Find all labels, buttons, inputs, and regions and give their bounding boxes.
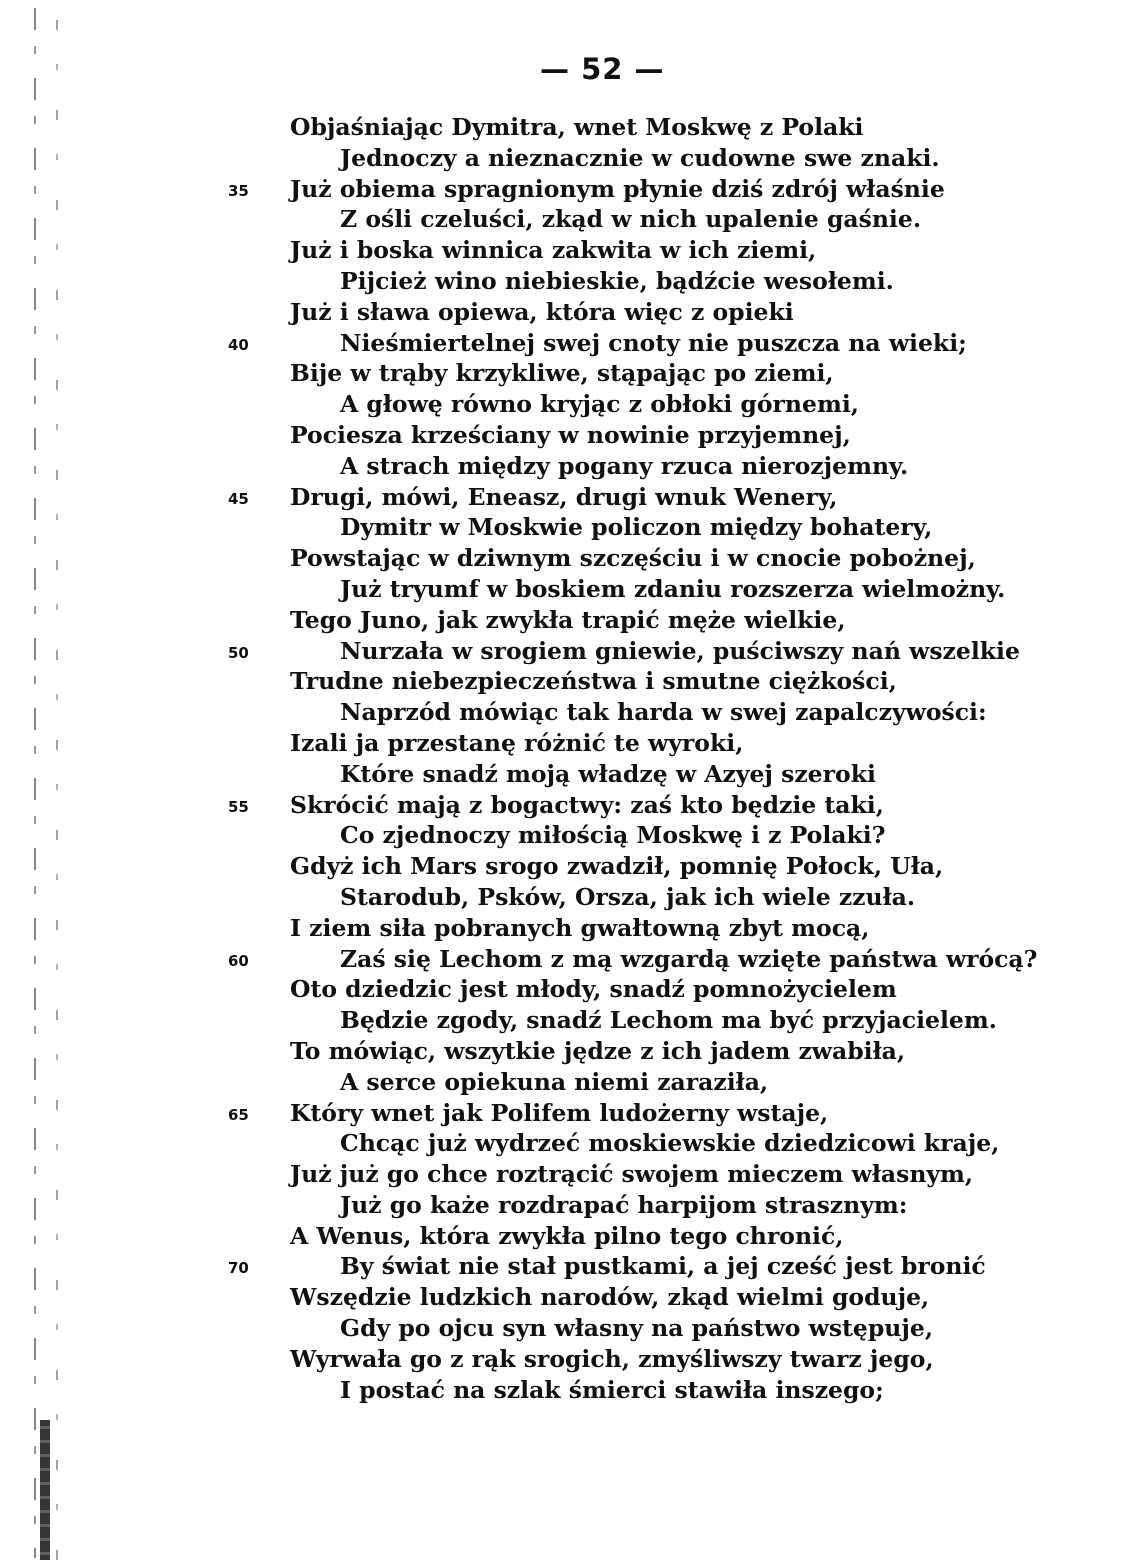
verse-line: [0, 1067, 1140, 1098]
verse-text: Już i sława opiewa, która więc z opieki: [290, 297, 794, 326]
verse-text: Wszędzie ludzkich narodów, zkąd wielmi goduje,: [290, 1283, 930, 1312]
verse-line: [0, 1344, 1140, 1375]
verse-text: Nieśmiertelnej swej cnoty nie puszcza na wieki;: [340, 328, 967, 357]
verse-line: [0, 235, 1140, 266]
verse-line: [0, 882, 1140, 913]
verse-line: [0, 1221, 1140, 1252]
verse-text: Który wnet jak Polifem ludożerny wstaje,: [290, 1098, 829, 1127]
verse-line: [0, 636, 1140, 667]
verse-text: Drugi, mówi, Eneasz, drugi wnuk Wenery,: [290, 482, 838, 511]
verse-line: [0, 1036, 1140, 1067]
verse-line: [0, 174, 1140, 205]
verse-line: [0, 451, 1140, 482]
line-number: 45: [228, 489, 249, 508]
verse-line: [0, 358, 1140, 389]
verse-text: Już go każe rozdrapać harpijom strasznym:: [340, 1190, 908, 1219]
verse-text: A głowę równo kryjąc z obłoki górnemi,: [340, 390, 859, 419]
line-number: 40: [228, 335, 249, 354]
verse-text: Bije w trąby krzykliwe, stąpając po ziemi,: [290, 359, 834, 388]
binding-gutter-shadow: [40, 1420, 50, 1560]
verse-line: [0, 1282, 1140, 1313]
line-number: 70: [228, 1259, 249, 1278]
verse-line: [0, 944, 1140, 975]
line-number: 35: [228, 181, 249, 200]
line-number: 55: [228, 797, 249, 816]
line-number: 65: [228, 1105, 249, 1124]
verse-line: [0, 482, 1140, 513]
verse-line: [0, 913, 1140, 944]
verse-text: Skrócić mają z bogactwy: zaś kto będzie taki,: [290, 790, 884, 819]
verse-line: [0, 1005, 1140, 1036]
verse-line: [0, 1159, 1140, 1190]
verse-text: Tego Juno, jak zwykła trapić męże wielkie,: [290, 605, 846, 634]
verse-line: [0, 328, 1140, 359]
verse-text: Pijcież wino niebieskie, bądźcie wesołemi.: [340, 266, 894, 295]
page-number: — 52 —: [540, 52, 665, 86]
verse-line: [0, 728, 1140, 759]
verse-text: Już już go chce roztrącić swojem mieczem własnym,: [290, 1160, 974, 1189]
verse-text: Pociesza krześciany w nowinie przyjemnej,: [290, 420, 851, 449]
verse-line: [0, 851, 1140, 882]
verse-line: [0, 605, 1140, 636]
verse-line: [0, 1375, 1140, 1406]
verse-line: [0, 112, 1140, 143]
verse-text: Oto dziedzic jest młody, snadź pomnożycielem: [290, 975, 897, 1004]
verse-text: Powstając w dziwnym szczęściu i w cnocie pobożnej,: [290, 544, 976, 573]
verse-line: [0, 574, 1140, 605]
verse-line: [0, 420, 1140, 451]
verse-text: To mówiąc, wszytkie jędze z ich jadem zwabiła,: [290, 1036, 906, 1065]
verse-text: By świat nie stał pustkami, a jej cześć jest bronić: [340, 1252, 986, 1281]
verse-text: I postać na szlak śmierci stawiła inszego;: [340, 1375, 884, 1404]
verse-text: A strach między pogany rzuca nierozjemny.: [340, 451, 909, 480]
verse-line: [0, 1128, 1140, 1159]
verse-text: Już i boska winnica zakwita w ich ziemi,: [290, 236, 817, 265]
verse-text: Które snadź moją władzę w Azyej szeroki: [340, 759, 876, 788]
verse-text: Objaśniając Dymitra, wnet Moskwę z Polaki: [290, 113, 864, 141]
verse-text: Jednoczy a nieznacznie w cudowne swe znaki.: [340, 143, 940, 172]
verse-line: [0, 759, 1140, 790]
verse-text: Starodub, Psków, Orsza, jak ich wiele zzuła.: [340, 882, 916, 911]
verse-text: Już obiema spragnionym płynie dziś zdrój właśnie: [290, 174, 945, 203]
poem-text: [0, 112, 1140, 1405]
verse-text: Zaś się Lechom z mą wzgardą wzięte państwa wrócą?: [340, 944, 1038, 973]
verse-text: Gdy po ojcu syn własny na państwo wstępuje,: [340, 1314, 934, 1343]
verse-line: [0, 820, 1140, 851]
line-number: 50: [228, 643, 249, 662]
verse-line: [0, 1251, 1140, 1282]
verse-line: [0, 790, 1140, 821]
verse-text: Nurzała w srogiem gniewie, puściwszy nań wszelkie: [340, 636, 1020, 665]
verse-text: I ziem siła pobranych gwałtowną zbyt mocą,: [290, 913, 870, 942]
verse-line: [0, 512, 1140, 543]
verse-line: [0, 666, 1140, 697]
verse-text: Co zjednoczy miłością Moskwę i z Polaki?: [340, 821, 886, 850]
verse-line: [0, 1190, 1140, 1221]
verse-line: [0, 204, 1140, 235]
verse-text: Dymitr w Moskwie policzon między bohatery,: [340, 513, 933, 542]
verse-text: A Wenus, która zwykła pilno tego chronić,: [290, 1221, 844, 1250]
verse-line: [0, 143, 1140, 174]
verse-text: A serce opiekuna niemi zaraziła,: [340, 1067, 769, 1096]
verse-text: Naprzód mówiąc tak harda w swej zapalczywości:: [340, 698, 987, 727]
verse-text: Wyrwała go z rąk srogich, zmyśliwszy twarz jego,: [290, 1344, 934, 1373]
verse-text: Będzie zgody, snadź Lechom ma być przyjacielem.: [340, 1006, 997, 1035]
verse-line: [0, 543, 1140, 574]
verse-line: [0, 697, 1140, 728]
verse-text: Gdyż ich Mars srogo zwadził, pomnię Połock, Uła,: [290, 852, 944, 881]
verse-line: [0, 266, 1140, 297]
verse-text: Chcąc już wydrzeć moskiewskie dziedzicowi kraje,: [340, 1129, 1000, 1158]
verse-line: [0, 297, 1140, 328]
verse-text: Trudne niebezpieczeństwa i smutne ciężkości,: [290, 667, 897, 696]
line-number: 60: [228, 951, 249, 970]
verse-line: [0, 389, 1140, 420]
verse-text: Izali ja przestanę różnić te wyroki,: [290, 728, 744, 757]
verse-line: [0, 974, 1140, 1005]
verse-line: [0, 1098, 1140, 1129]
verse-text: Z ośli czeluści, zkąd w nich upalenie gaśnie.: [340, 205, 921, 234]
verse-line: [0, 1313, 1140, 1344]
verse-text: Już tryumf w boskiem zdaniu rozszerza wielmożny.: [340, 574, 1006, 603]
